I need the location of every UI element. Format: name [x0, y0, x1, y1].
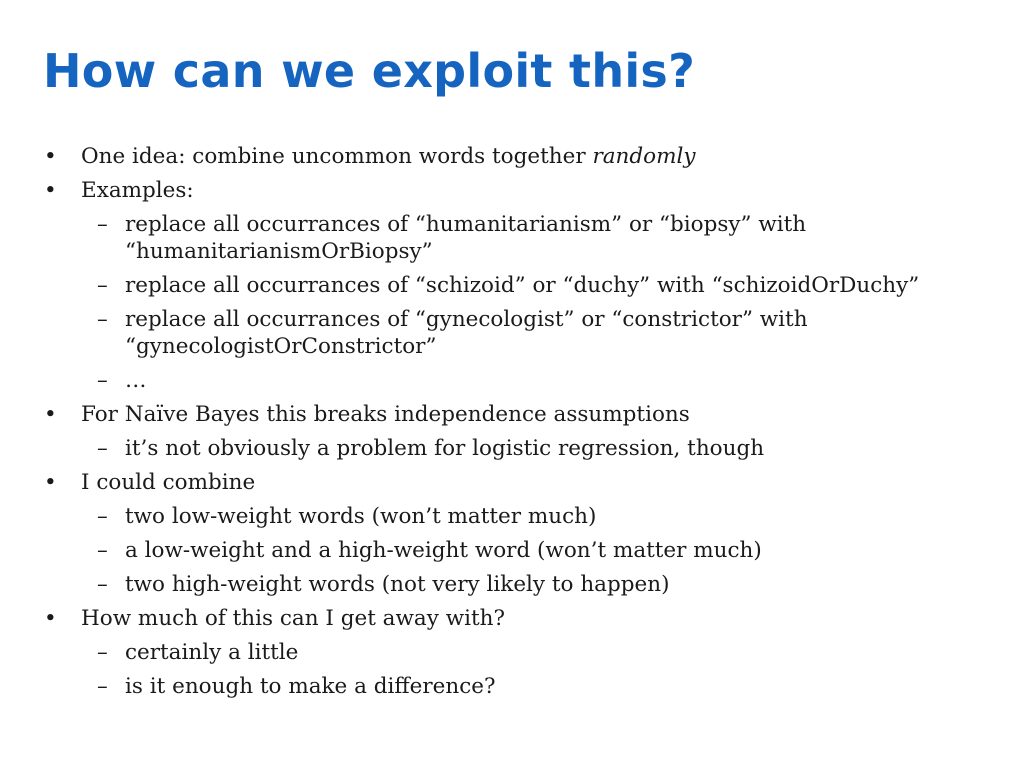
bullet-emphasis: randomly: [592, 144, 696, 169]
sub-bullet-item: [44, 211, 994, 265]
bullet-marker: •: [44, 178, 57, 203]
dash-marker: –: [97, 273, 108, 298]
sub-bullet-item: [44, 571, 994, 598]
sub-bullet-item: [44, 435, 994, 462]
sub-bullet-text: certainly a little: [125, 640, 299, 665]
dash-marker: –: [97, 640, 108, 665]
slide-title: How can we exploit this?: [43, 44, 696, 98]
bullet-text: For Naïve Bayes this breaks independence assumptions: [81, 402, 690, 427]
sub-bullet-text: two low-weight words (won’t matter much): [125, 504, 597, 529]
sub-bullet-item: [44, 639, 994, 666]
bullet-marker: •: [44, 402, 57, 427]
sub-bullet-text: a low-weight and a high-weight word (won’t matter much): [125, 538, 762, 563]
bullet-text: Examples:: [81, 178, 194, 203]
bullet-text: I could combine: [81, 470, 256, 495]
dash-marker: –: [97, 368, 108, 393]
bullet-list: [44, 143, 994, 707]
sub-bullet-text: is it enough to make a difference?: [125, 674, 496, 699]
dash-marker: –: [97, 572, 108, 597]
sub-bullet-text: replace all occurrances of “humanitarianism” or “biopsy” with “humanitarianismOrBiopsy”: [125, 212, 807, 264]
bullet-marker: •: [44, 470, 57, 495]
dash-marker: –: [97, 674, 108, 699]
sub-bullet-text: two high-weight words (not very likely to happen): [125, 572, 670, 597]
bullet-item: [44, 177, 994, 204]
sub-bullet-item: [44, 503, 994, 530]
sub-bullet-item: [44, 673, 994, 700]
bullet-marker: •: [44, 606, 57, 631]
dash-marker: –: [97, 212, 108, 237]
dash-marker: –: [97, 307, 108, 332]
sub-bullet-item: [44, 367, 994, 394]
bullet-item: [44, 401, 994, 428]
sub-bullet-item: [44, 272, 994, 299]
sub-bullet-text: …: [125, 368, 147, 393]
sub-bullet-item: [44, 306, 994, 360]
dash-marker: –: [97, 538, 108, 563]
bullet-text: How much of this can I get away with?: [81, 606, 505, 631]
bullet-item: [44, 605, 994, 632]
dash-marker: –: [97, 436, 108, 461]
bullet-item: [44, 469, 994, 496]
sub-bullet-text: replace all occurrances of “gynecologist” or “constrictor” with “gynecologistOrConstrictor”: [125, 307, 808, 359]
bullet-item: [44, 143, 994, 170]
dash-marker: –: [97, 504, 108, 529]
bullet-text: One idea: combine uncommon words together: [81, 144, 593, 169]
sub-bullet-text: it’s not obviously a problem for logistic regression, though: [125, 436, 765, 461]
sub-bullet-item: [44, 537, 994, 564]
bullet-marker: •: [44, 144, 57, 169]
sub-bullet-text: replace all occurrances of “schizoid” or “duchy” with “schizoidOrDuchy”: [125, 273, 920, 298]
